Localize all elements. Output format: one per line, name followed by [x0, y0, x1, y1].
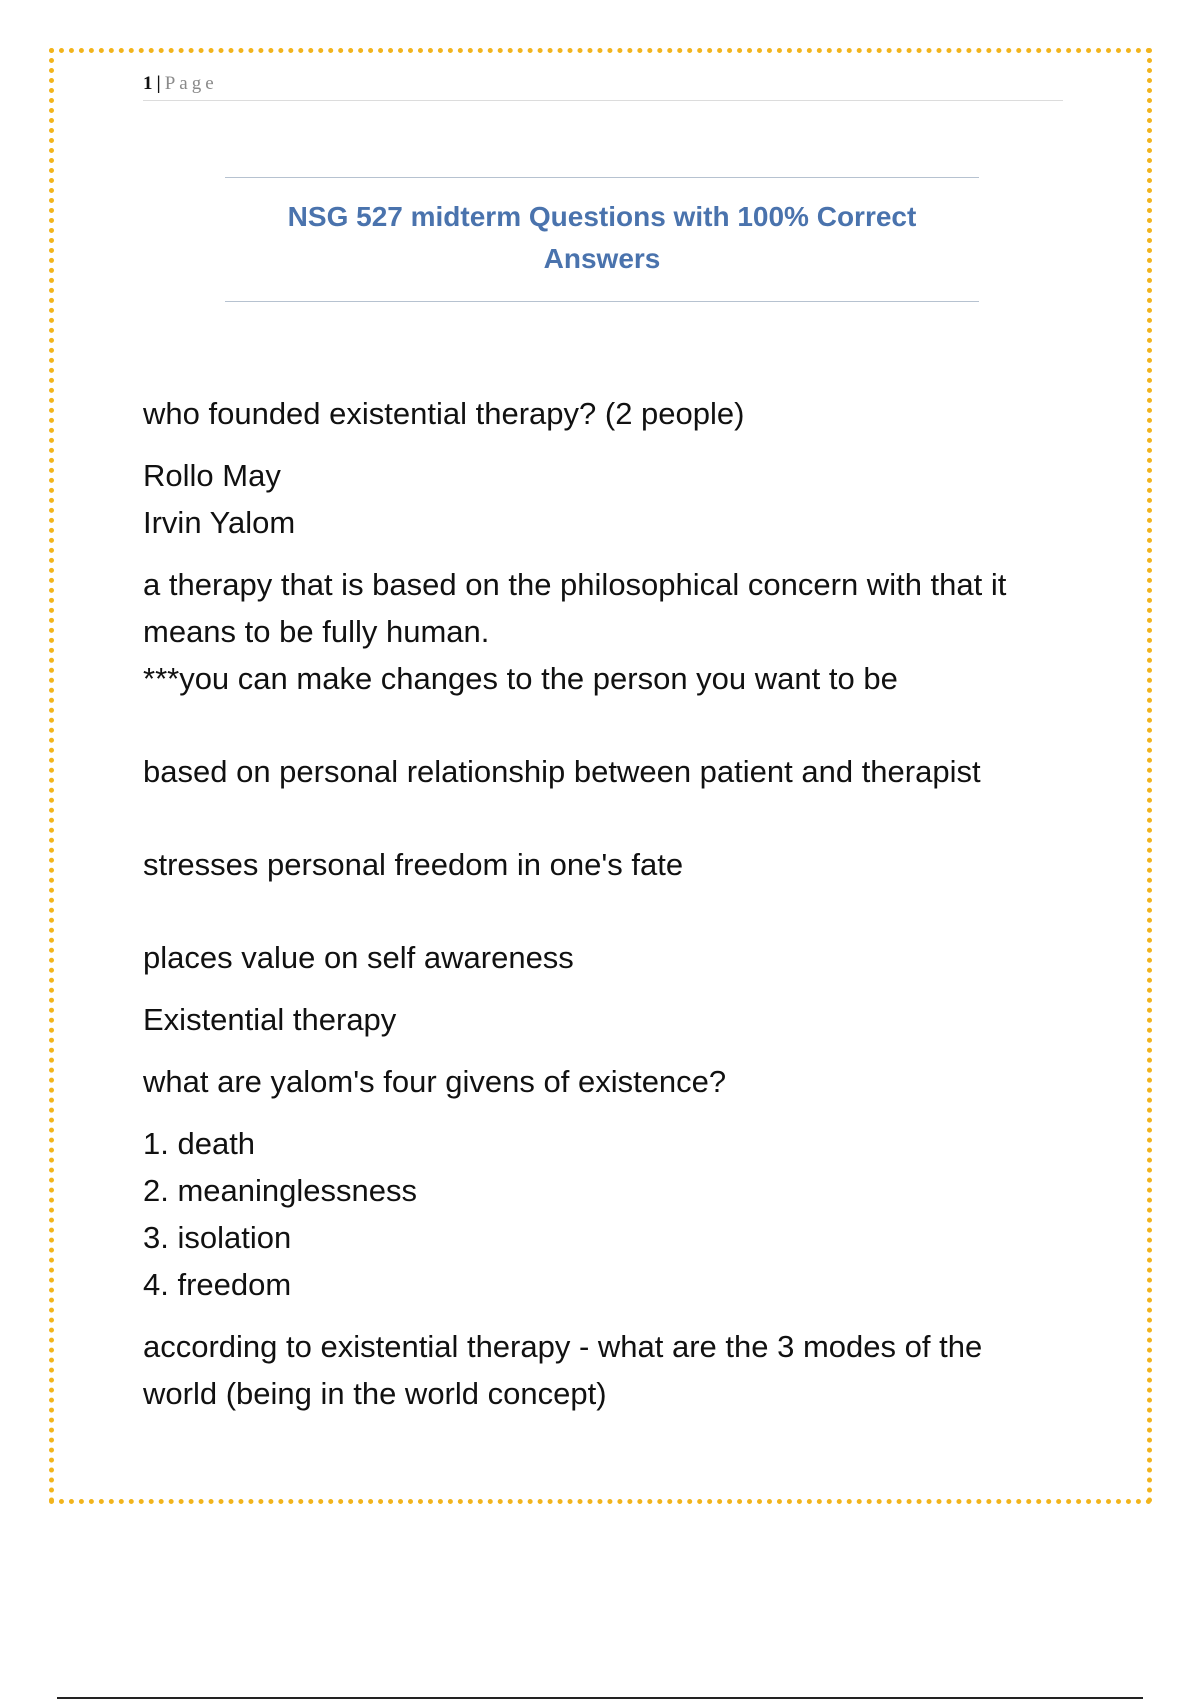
list-item-freedom: 4. freedom: [143, 1267, 292, 1302]
page-number-label: Page: [164, 73, 218, 94]
definition-point-self-awareness: places value on self awareness: [143, 940, 574, 975]
question-three-modes-line-1: according to existential therapy - what are the 3 modes of the: [143, 1329, 983, 1364]
question-founders: who founded existential therapy? (2 people): [143, 396, 745, 431]
footer-rule: [57, 1697, 1143, 1699]
page-number: [143, 73, 218, 95]
document-title-line-1: NSG 527 midterm Questions with 100% Correct: [287, 201, 917, 232]
definition-line-1: a therapy that is based on the philosophical concern with that it: [143, 567, 1007, 602]
answer-founder-2: Irvin Yalom: [143, 505, 296, 540]
page-number-separator: |: [156, 73, 162, 94]
definition-line-2: means to be fully human.: [143, 614, 490, 649]
document-body: [143, 390, 1088, 1417]
list-item-meaninglessness: 2. meaninglessness: [143, 1173, 417, 1208]
title-rule-top: [225, 177, 979, 178]
document-title-line-2: Answers: [543, 243, 661, 274]
definition-point-freedom: stresses personal freedom in one's fate: [143, 847, 684, 882]
page-number-value: 1: [143, 73, 154, 94]
question-four-givens: what are yalom's four givens of existence?: [143, 1064, 727, 1099]
list-item-death: 1. death: [143, 1126, 256, 1161]
header-rule: [143, 100, 1063, 101]
definition-line-3: ***you can make changes to the person you want to be: [143, 661, 898, 696]
question-three-modes-line-2: world (being in the world concept): [143, 1376, 607, 1411]
answer-existential-therapy: Existential therapy: [143, 1002, 397, 1037]
list-item-isolation: 3. isolation: [143, 1220, 292, 1255]
title-rule-bottom: [225, 301, 979, 302]
document-title: [225, 196, 979, 280]
definition-point-relationship: based on personal relationship between patient and therapist: [143, 754, 981, 789]
answer-founder-1: Rollo May: [143, 458, 281, 493]
